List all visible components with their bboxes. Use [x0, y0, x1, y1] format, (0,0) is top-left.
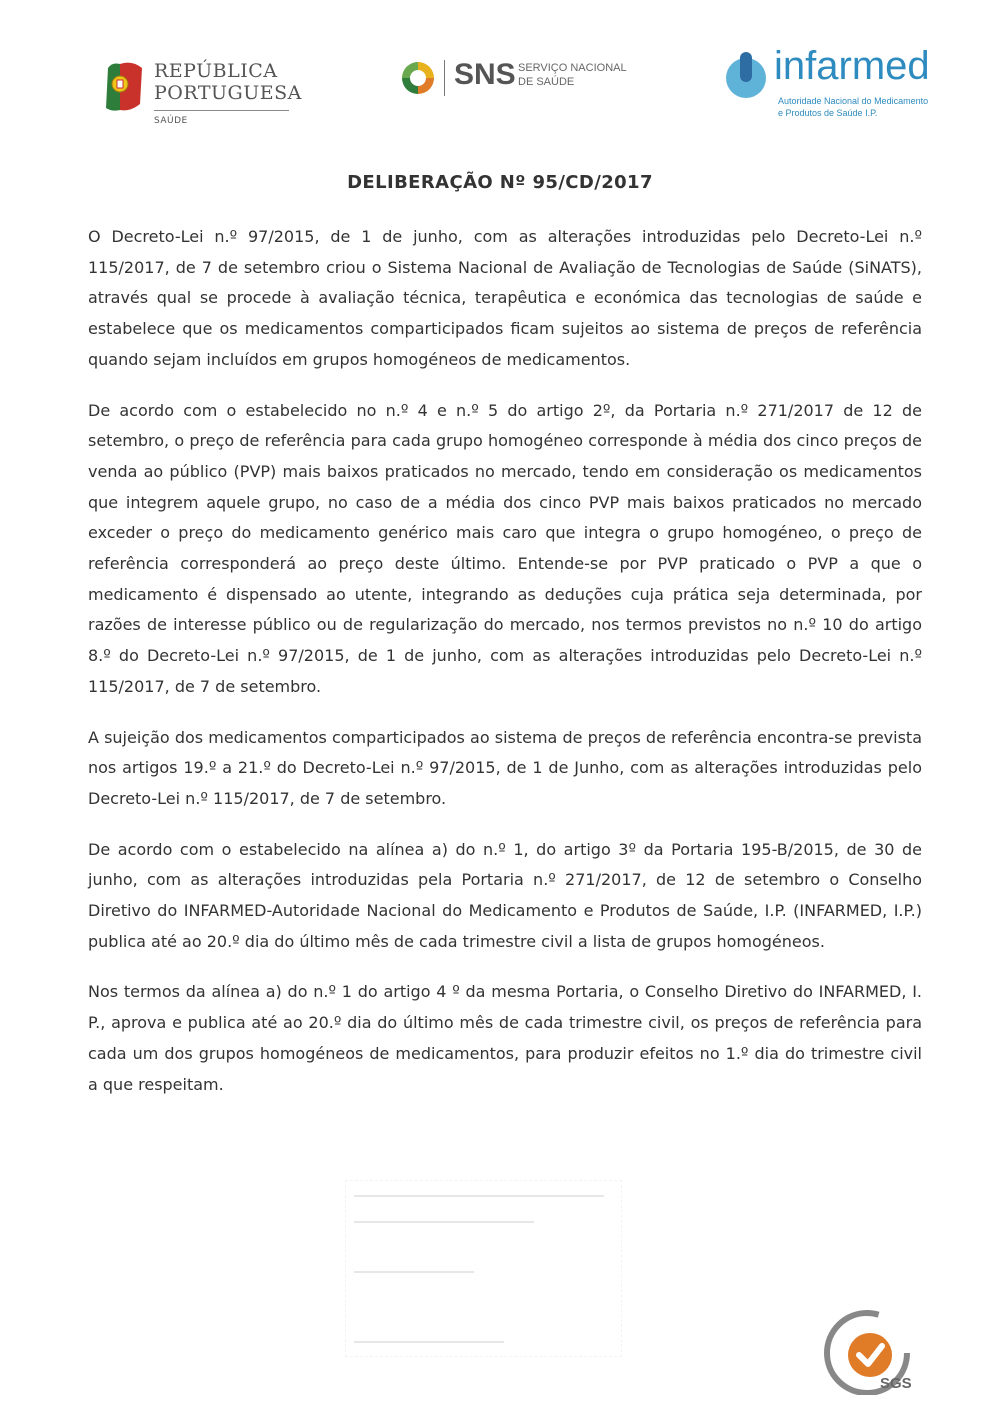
sgs-certification-seal — [822, 1305, 927, 1400]
sns-line1: SERVIÇO NACIONAL — [518, 62, 627, 74]
sns-line2: DE SAÚDE — [518, 76, 575, 88]
infarmed-power-icon — [722, 50, 770, 102]
infarmed-logo — [722, 44, 932, 125]
sgs-label: SGS — [880, 1375, 912, 1392]
paragraph: O Decreto-Lei n.º 97/2015, de 1 de junho, com as alterações introduzidas pelo Decreto-Lei n.º 115/2017, de 7 de setembro criou o Sistema Nacional de Avaliação de Tecnologias de Saúde (SiNATS), através qual se procede à avaliação técnica, terapêutica e económica das tecnologias de saúde e estabelece que os medicamentos comparticipados ficam sujeitos ao sistema de preços de referência quando sejam incluídos em grupos homogéneos de medicamentos. — [88, 227, 922, 369]
divider — [444, 60, 445, 96]
stamp-line — [354, 1195, 604, 1197]
portugal-flag-emblem-icon — [104, 60, 146, 114]
document-body — [88, 222, 922, 1120]
republica-subtitle: SAÚDE — [154, 116, 188, 126]
sns-abbr: SNS — [454, 58, 516, 91]
republica-line1: REPÚBLICA — [154, 60, 278, 82]
infarmed-line1: Autoridade Nacional do Medicamento — [778, 96, 929, 106]
stamp-line — [354, 1221, 534, 1223]
infarmed-line2: e Produtos de Saúde I.P. — [778, 108, 878, 118]
document-title: DELIBERAÇÃO Nº 95/CD/2017 — [347, 172, 653, 193]
stamp-line — [354, 1341, 504, 1343]
sns-ring-icon — [398, 58, 438, 98]
infarmed-name: infarmed — [774, 44, 930, 88]
paragraph: De acordo com o estabelecido no n.º 4 e n.º 5 do artigo 2º, da Portaria n.º 271/2017 de 12 de setembro, o preço de referência para cada grupo homogéneo corresponde à média dos cinco preços de venda ao público (PVP) mais baixos praticados no mercado, tendo em consideração os medicamentos que integrem aquele grupo, no caso de a média dos cinco PVP mais baixos praticados no mercado exceder o preço do medicamento genérico mais caro que integra o grupo homogéneo, o preço de referência corresponderá ao preço deste último. Entende-se por PVP praticado o PVP a que o medicamento é dispensado ao utente, integrando as deduções cuja prática seja determinada, por razões de interesse público ou de regularização do mercado, nos termos previstos no n.º 10 do artigo 8.º do Decreto-Lei n.º 97/2015, de 1 de junho, com as alterações introduzidas pelo Decreto-Lei n.º 115/2017, de 7 de setembro. — [88, 400, 922, 696]
page-header — [0, 44, 1000, 148]
divider — [154, 110, 289, 111]
sns-logo — [398, 56, 628, 106]
stamp-line — [354, 1271, 474, 1273]
faded-stamp — [345, 1180, 622, 1357]
paragraph: A sujeição dos medicamentos comparticipados ao sistema de preços de referência encontra-se prevista nos artigos 19.º a 21.º do Decreto-Lei n.º 97/2015, de 1 de Junho, com as alterações introduzidas pelo Decreto-Lei n.º 115/2017, de 7 de setembro. — [88, 727, 922, 808]
republica-portuguesa-logo — [104, 58, 302, 138]
paragraph: Nos termos da alínea a) do n.º 1 do artigo 4 º da mesma Portaria, o Conselho Diretivo do INFARMED, I. P., aprova e publica até ao 20.º dia do último mês de cada trimestre civil, os preços de referência para cada um dos grupos homogéneos de medicamentos, para produzir efeitos no 1.º dia do trimestre civil a que respeitam. — [88, 982, 922, 1094]
paragraph: De acordo com o estabelecido na alínea a) do n.º 1, do artigo 3º da Portaria 195-B/2015, de 30 de junho, com as alterações introduzidas pela Portaria n.º 271/2017, de 12 de setembro o Conselho Diretivo do INFARMED-Autoridade Nacional do Medicamento e Produtos de Saúde, I.P. (INFARMED, I.P.) publica até ao 20.º dia do último mês de cada trimestre civil a lista de grupos homogéneos. — [88, 839, 922, 951]
republica-line2: PORTUGUESA — [154, 82, 302, 104]
